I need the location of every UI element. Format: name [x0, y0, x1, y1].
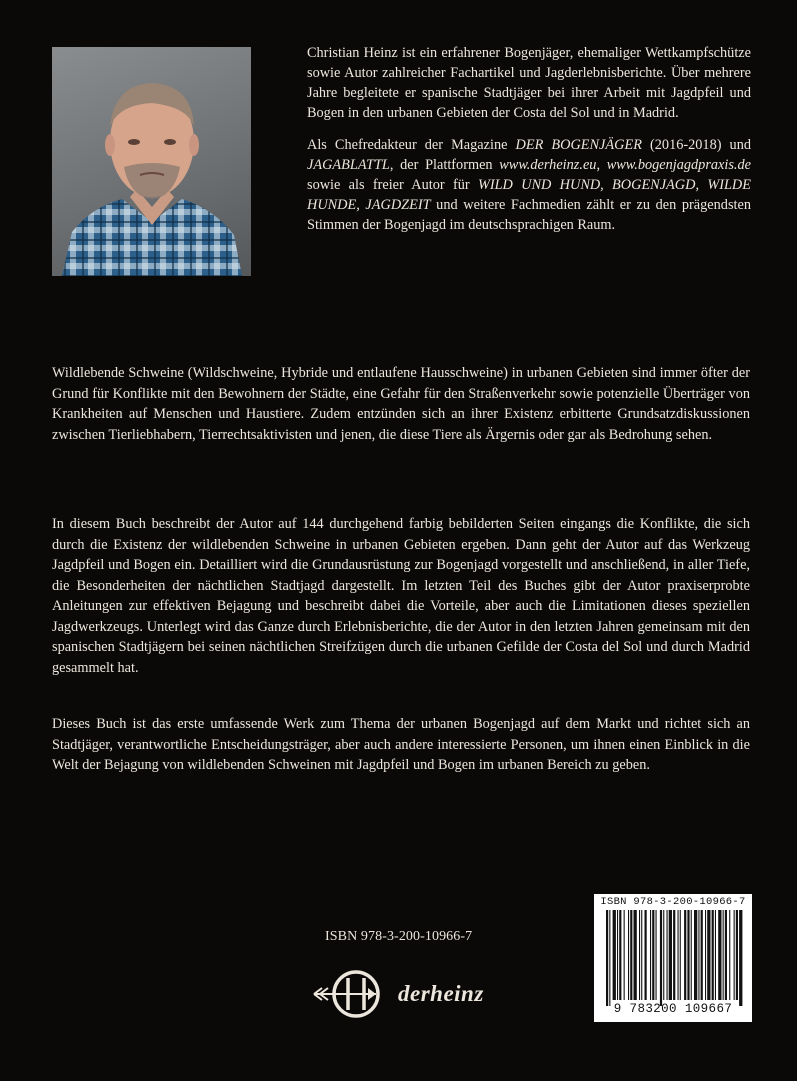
barcode-bar: [624, 910, 625, 1000]
barcode-bar: [673, 910, 675, 1000]
author-photo: [52, 47, 251, 276]
publisher-name: derheinz: [398, 981, 484, 1006]
description-paragraph-1: Wildlebende Schweine (Wildschweine, Hybride und entlaufene Hausschweine) in urbanen Gebieten sind immer öfter der Grund für Konflikte mit den Bewohnern der Städte, eine Gefahr für den Straßenverkehr sowie potenzielle Überträger von Krankheiten auf Menschen und Haustiere. Zudem entzünden sich an ihrer Existenz erbitterte Grundsatzdiskussionen zwischen Tierliebhabern, Tierrechtsaktivisten und jenen, die diese Tiere als Ärgernis oder gar als Bedrohung sehen.: [52, 365, 750, 443]
barcode-bar: [639, 910, 640, 1000]
barcode-bar: [729, 910, 730, 1000]
description-paragraph-3: Dieses Buch ist das erste umfassende Werk zum Thema der urbanen Bogenjagd auf dem Markt und richtet sich an Stadtjäger, verantwortliche Entscheidungsträger, aber auch andere interessierte Personen, um ihnen einen Einblick in die Welt der Bejagung von wildlebenden Schweinen mit Jagdpfeil und Bogen im urbanen Bereich zu geben.: [52, 716, 750, 773]
barcode-bar: [680, 910, 681, 1000]
isbn-barcode: [594, 894, 752, 1022]
barcode-bar: [667, 910, 668, 1000]
barcode-bar: [652, 910, 654, 1000]
barcode-bar: [619, 910, 621, 1000]
barcode-bar: [630, 910, 632, 1000]
barcode-bar: [707, 910, 710, 1000]
barcode-bar: [634, 910, 637, 1000]
barcode-bar: [687, 910, 689, 1000]
barcode-bar: [715, 910, 716, 1000]
barcode-bar: [734, 910, 735, 1000]
barcode-bar: [609, 910, 610, 1006]
barcode-bar: [705, 910, 706, 1000]
barcode-bar: [628, 910, 629, 1000]
barcode-bar: [684, 910, 686, 1000]
barcode-bar: [613, 910, 616, 1000]
barcode-bar: [694, 910, 697, 1000]
author-bio-career: Als Chefredakteur der Magazine DER BOGENJÄGER (2016-2018) und JAGABLATTL, der Plattformen www.derheinz.eu, www.bogenjagdpraxis.de sowie als freier Autor für WILD UND HUND, BOGENJAGD, WILDE HUNDE, JAGDZEIT und weitere Fachmedien zählt er zu den prägendsten Stimmen der Bogenjagd im deutschsprachigen Raum.: [307, 137, 751, 233]
author-bio-intro: Christian Heinz ist ein erfahrener Bogenjäger, ehemaliger Wettkampfschütze sowie Autor zahlreicher Fachartikel und Jagderlebnisberichte. Über mehrere Jahre begleitete er spanische Stadtjäger bei ihrer Arbeit mit Jagdpfeil und Bogen in den urbanen Gebieten der Costa del Sol und in Madrid.: [307, 45, 751, 121]
barcode-bar: [660, 910, 662, 1006]
barcode-bar: [736, 910, 738, 1000]
barcode-bar: [617, 910, 618, 1000]
barcode-bar: [701, 910, 703, 1000]
barcode-bar: [725, 910, 727, 1000]
author-bio: [307, 43, 751, 247]
barcode-bar: [650, 910, 651, 1000]
barcode-bar: [691, 910, 692, 1000]
barcode-bar: [678, 910, 679, 1000]
barcode-bar: [698, 910, 699, 1000]
barcode-digits: 9 783200 109667: [613, 1002, 733, 1016]
barcode-bar: [669, 910, 672, 1000]
isbn-line: ISBN 978-3-200-10966-7: [325, 929, 473, 944]
barcode-bar: [606, 910, 608, 1006]
barcode-bar: [712, 910, 714, 1000]
barcode-header: ISBN 978-3-200-10966-7: [600, 896, 746, 908]
barcode-bar: [656, 910, 657, 1000]
barcode-bar: [641, 910, 642, 1000]
barcode-bar: [739, 910, 742, 1006]
barcode-bar: [663, 910, 664, 1000]
barcode-bar: [718, 910, 721, 1000]
barcode-bar: [645, 910, 647, 1000]
description-paragraph-2: In diesem Buch beschreibt der Autor auf 144 durchgehend farbig bebilderten Seiten eingangs die Konflikte, die sich durch die Existenz der wildlebenden Schweine in urbanen Gebieten ergeben. Dann geht der Autor auf das Werkzeug Jagdpfeil und Bogen ein. Detailliert wird die Grundausrüstung zur Bogenjagd vorgestellt und anschließend, in aller Tiefe, die Besonderheiten der nächtlichen Stadtjagd dargestellt. Im letzten Teil des Buches gibt der Autor praxiserprobte Anleitungen zur effektiven Bejagung und beschreibt dabei die Vorteile, aber auch die Limitationen dieses speziellen Jagdwerkzeugs. Unterlegt wird das Ganze durch Erlebnisberichte, die der Autor in den letzten Jahren gemeinsam mit den spanischen Stadtjägern bei seinen nächtlichen Streifzügen durch die urbanen Gefilde der Costa del Sol und durch Madrid gesammelt hat.: [52, 516, 750, 676]
barcode-bar: [723, 910, 724, 1000]
